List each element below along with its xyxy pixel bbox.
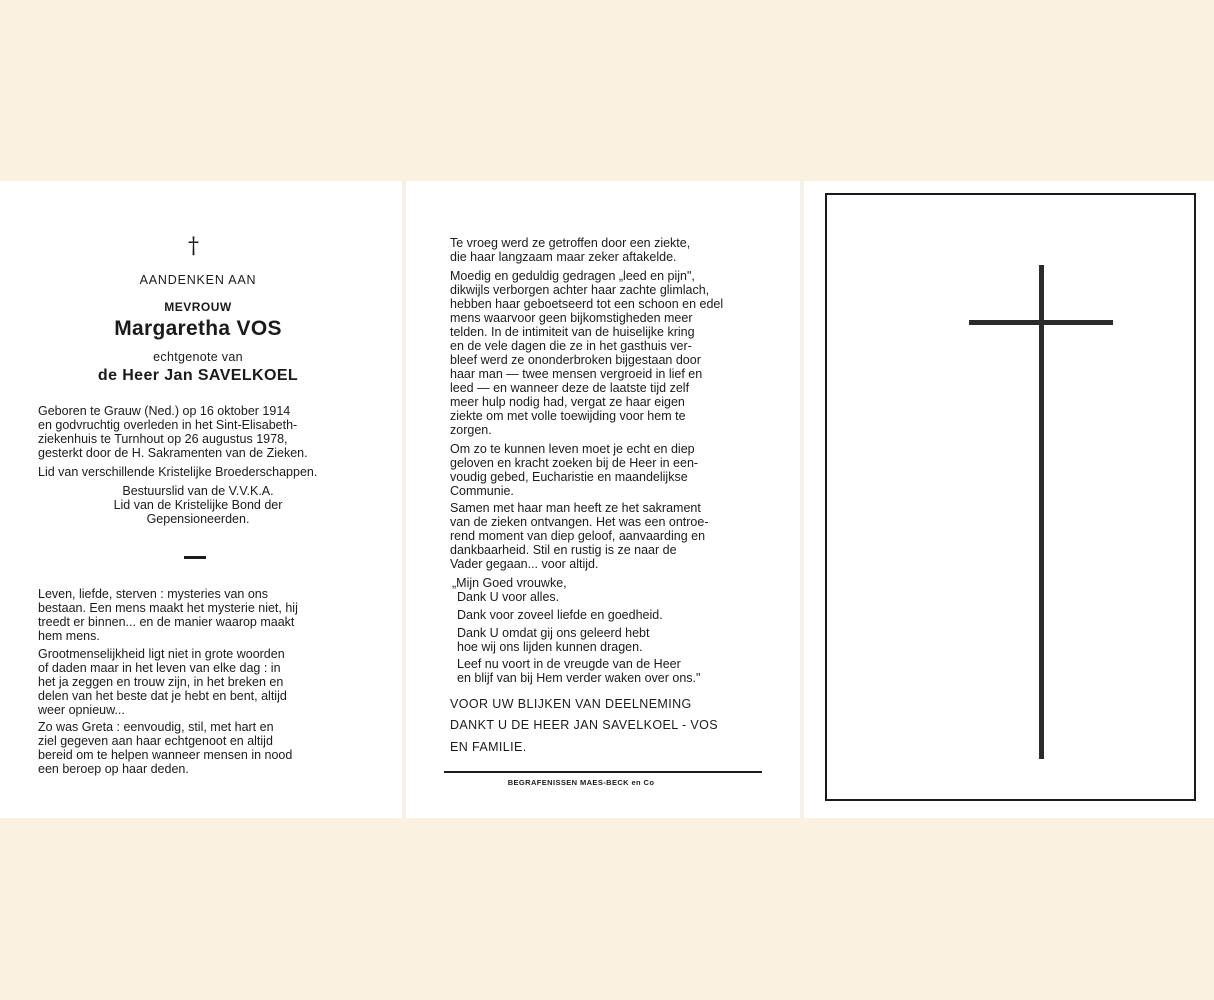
thanks-line: DANKT U DE HEER JAN SAVELKOEL - VOS (450, 718, 719, 732)
paragraph-courage: Moedig en geduldig gedragen „leed en pijn", dikwijls verborgen achter haar zachte glimlach, hebben haar geboetseerd tot een schoon en edel mens waarvoor geen bijkomstigheden meer telden. In de intimiteit van de huiselijke kring en de vele dagen die ze in het gasthuis ver- bleef werd ze ononderbroken bijgestaan door haar man — twee mensen vergroeid in lief en leed — en wanneer deze de laatste tijd zelf meer hulp nodig had, vergat ze haar eigen ziekte om met volle toewijding voor hem te zorgen. (450, 269, 724, 437)
cross-icon: † (188, 234, 199, 259)
spouse-name: de Heer Jan SAVELKOEL (97, 367, 299, 384)
title-mevrouw: MEVROUW (164, 300, 232, 314)
cross-frame (825, 193, 1196, 801)
paragraph-faith: Om zo te kunnen leven moet je echt en diep geloven en kracht zoeken bij de Heer in een- voudig gebed, Eucharistie en maandelijkse Communie. (450, 442, 699, 498)
left-panel (38, 181, 358, 818)
spouse-label: echtgenote van (153, 350, 243, 364)
paragraph-greatness: Grootmenselijkheid ligt niet in grote woorden of daden maar in het leven van elke dag : in het ja zeggen en trouw zijn, in het breken en delen van het beste dat je hebt en bent, altijd weer opnieuw... (38, 647, 287, 717)
birth-death-text: Geboren te Grauw (Ned.) op 16 oktober 1914 en godvruchtig overleden in het Sint-Elisabeth- ziekenhuis te Turnhout op 26 augustus 1978, gesterkt door de H. Sakramenten van de Zieken. (38, 404, 308, 460)
poem-stanza: „Mijn Goed vrouwke, Dank U voor alles. (452, 576, 567, 604)
divider-rule (444, 771, 762, 773)
fold-line (402, 181, 406, 818)
cross-icon (1039, 265, 1044, 759)
deceased-name: Margaretha VOS (114, 317, 282, 340)
board-member-text: Bestuurslid van de V.V.K.A. (122, 484, 274, 498)
membership-text: Lid van verschillende Kristelijke Broederschappen. (38, 465, 318, 479)
poem-stanza: Leef nu voort in de vreugde van de Heer en blijf van bij Hem verder waken over ons." (457, 657, 701, 685)
middle-panel (450, 181, 770, 818)
poem-stanza: Dank U omdat gij ons geleerd hebt hoe wij ons lijden kunnen dragen. (457, 626, 650, 654)
memorial-card (0, 181, 1214, 818)
paragraph-illness: Te vroeg werd ze getroffen door een ziekte, die haar langzaam maar zeker aftakelde. (450, 236, 691, 264)
poem-stanza: Dank voor zoveel liefde en goedheid. (457, 608, 663, 622)
thanks-line: EN FAMILIE. (450, 740, 527, 754)
paragraph-life: Leven, liefde, sterven : mysteries van ons bestaan. Een mens maakt het mysterie niet, hij treedt er binnen... en de manier waarop maakt hem mens. (38, 587, 298, 643)
paragraph-sacrament: Samen met haar man heeft ze het sakrament van de zieken ontvangen. Het was een ontroe- rend moment van diep geloof, aanvaarding en dankbaarheid. Stil en rustig is ze naar de Vader gegaan... voor altijd. (450, 501, 709, 571)
thanks-line: VOOR UW BLIJKEN VAN DEELNEMING (450, 697, 692, 711)
bond-member-text: Lid van de Kristelijke Bond der Gepensioneerden. (113, 498, 283, 526)
separator-dash (184, 556, 206, 559)
funeral-home-imprint: BEGRAFENISSEN MAES-BECK en Co (507, 778, 655, 787)
fold-line (800, 181, 804, 818)
cross-bar (969, 320, 1113, 325)
right-panel (825, 181, 1200, 818)
in-memory-heading: AANDENKEN AAN (139, 273, 257, 287)
paragraph-greta: Zo was Greta : eenvoudig, stil, met hart en ziel gegeven aan haar echtgenoot en altijd bereid om te helpen wanneer mensen in nood een beroep op haar deden. (38, 720, 293, 776)
